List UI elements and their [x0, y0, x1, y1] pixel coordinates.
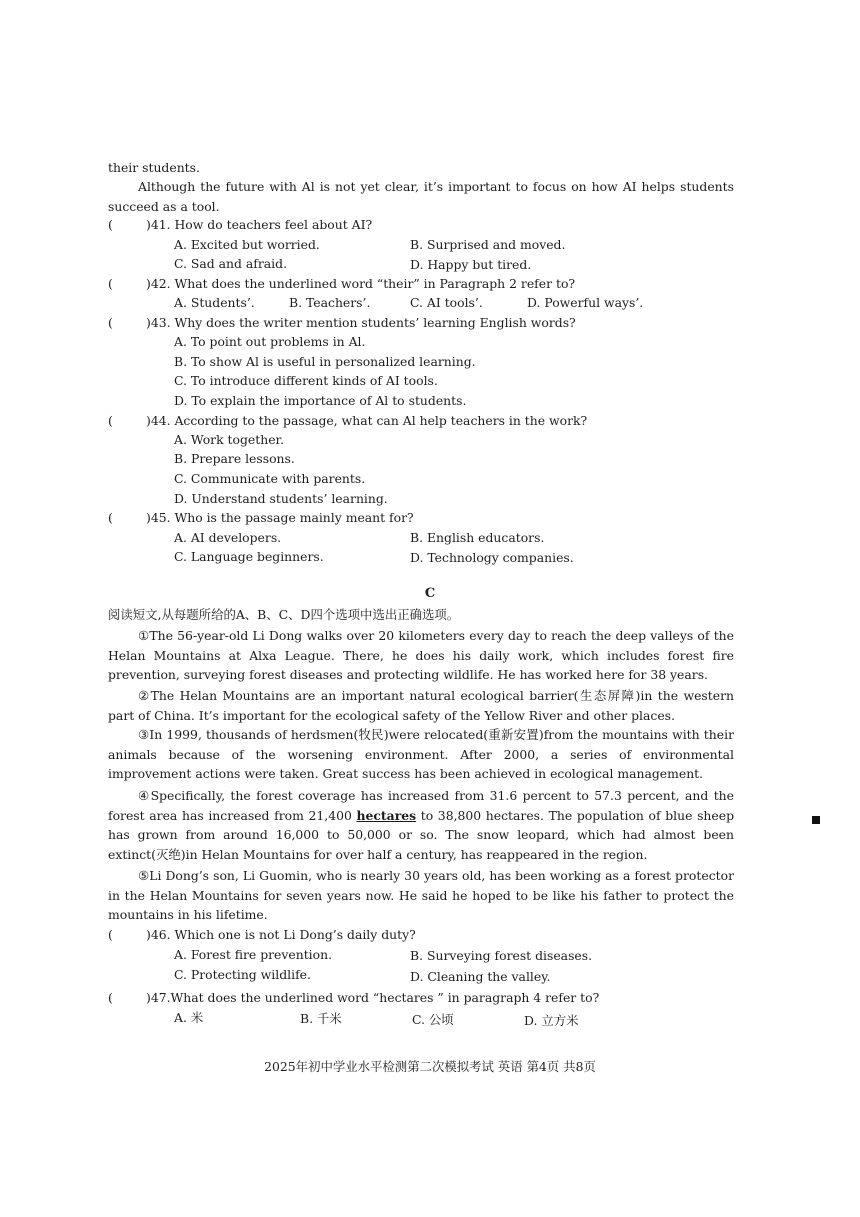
paragraph-4-text: ④Specifically, the forest coverage has increased from 31.6 percent to 57.3 percent, and the forest area has increased from 21,400	[108, 788, 734, 823]
question-stem: )45. Who is the passage mainly meant for?	[146, 510, 414, 525]
option-c[interactable]: C. Protecting wildlife.	[174, 967, 311, 982]
paragraph-2: ②The Helan Mountains are an important natural ecological barrier(生态屏障)in the western part of China. It’s important for the ecological safety of the Yellow River and other places.	[108, 688, 734, 723]
option-d[interactable]: D. Powerful ways’.	[527, 295, 644, 310]
question-42	[108, 274, 738, 293]
paragraph-4	[108, 786, 734, 864]
option-d[interactable]: D. Cleaning the valley.	[410, 969, 551, 984]
answer-blank[interactable]: (	[108, 927, 113, 942]
passage-end-paragraph: Although the future with Al is not yet clear, it’s important to focus on how AI helps students succeed as a tool.	[108, 179, 734, 214]
question-43	[108, 313, 738, 332]
option-b[interactable]: B. Prepare lessons.	[174, 451, 295, 466]
option-d[interactable]: D. 立方米	[524, 1013, 579, 1028]
option-c[interactable]: C. To introduce different kinds of AI tools.	[174, 373, 438, 388]
option-c[interactable]: C. Language beginners.	[174, 549, 324, 564]
question-46	[108, 925, 738, 944]
underlined-word: hectares	[356, 807, 417, 823]
option-b[interactable]: B. Surprised and moved.	[410, 237, 566, 252]
option-d[interactable]: D. Technology companies.	[410, 550, 574, 565]
option-d[interactable]: D. Understand students’ learning.	[174, 491, 388, 506]
answer-blank[interactable]: (	[108, 276, 113, 291]
option-d[interactable]: D. To explain the importance of Al to students.	[174, 393, 467, 408]
passage-end-line: their students.	[108, 160, 200, 175]
option-b[interactable]: B. English educators.	[410, 530, 545, 545]
question-44	[108, 411, 738, 430]
paragraph-1: ①The 56-year-old Li Dong walks over 20 kilometers every day to reach the deep valleys of the Helan Mountains at Alxa League. There, he does his daily work, which includes forest fire prevention, surveying forest diseases and protecting wildlife. He has worked here for 38 years.	[108, 628, 734, 683]
option-b[interactable]: B. Surveying forest diseases.	[410, 948, 593, 963]
page-footer: 2025年初中学业水平检测第二次模拟考试 英语 第4页 共8页	[264, 1059, 596, 1074]
option-b[interactable]: B. Teachers’.	[289, 295, 371, 310]
question-47	[108, 988, 738, 1007]
option-a[interactable]: A. Work together.	[174, 432, 285, 447]
answer-blank[interactable]: (	[108, 413, 113, 428]
answer-blank[interactable]: (	[108, 315, 113, 330]
option-a[interactable]: A. Excited but worried.	[174, 237, 320, 252]
paragraph-3: ③In 1999, thousands of herdsmen(牧民)were relocated(重新安置)from the mountains with their animals because of the worsening environment. After 2000, a series of environmental improvement actions were taken. Great success has been achieved in ecological management.	[108, 727, 734, 782]
option-a[interactable]: A. 米	[174, 1010, 204, 1025]
section-instruction: 阅读短文,从每题所给的A、B、C、D四个选项中选出正确选项。	[108, 607, 460, 622]
option-c[interactable]: C. AI tools’.	[410, 295, 483, 310]
option-b[interactable]: B. 千米	[300, 1011, 342, 1026]
option-d[interactable]: D. Happy but tired.	[410, 257, 532, 272]
answer-blank[interactable]: (	[108, 217, 113, 232]
question-41	[108, 215, 738, 234]
answer-blank[interactable]: (	[108, 990, 113, 1005]
paragraph-5: ⑤Li Dong’s son, Li Guomin, who is nearly 30 years old, has been working as a forest protector in the Helan Mountains for seven years now. He said he hoped to be like his father to protect the mountains in his lifetime.	[108, 868, 734, 923]
question-stem: )47.What does the underlined word “hectares ” in paragraph 4 refer to?	[146, 990, 600, 1005]
option-a[interactable]: A. AI developers.	[174, 530, 282, 545]
question-stem: )43. Why does the writer mention students’ learning English words?	[146, 315, 576, 330]
question-stem: )42. What does the underlined word “their” in Paragraph 2 refer to?	[146, 276, 576, 291]
paragraph-4-text: to 38,800 hectares. The population of blue sheep has grown from around 16,000 to 50,000 or so. The snow leopard, which had almost been extinct(灭绝)in Helan Mountains for over half a century, has reappeared in the region.	[108, 807, 735, 862]
answer-blank[interactable]: (	[108, 510, 113, 525]
section-letter: C	[424, 586, 436, 601]
question-stem: )44. According to the passage, what can Al help teachers in the work?	[146, 413, 588, 428]
option-b[interactable]: B. To show Al is useful in personalized learning.	[174, 354, 476, 369]
question-stem: )46. Which one is not Li Dong’s daily duty?	[146, 927, 416, 942]
question-stem: )41. How do teachers feel about AI?	[146, 217, 373, 232]
option-c[interactable]: C. 公顷	[412, 1012, 454, 1027]
option-c[interactable]: C. Sad and afraid.	[174, 256, 288, 271]
square-bullet-icon	[812, 816, 820, 824]
question-45	[108, 508, 738, 527]
option-c[interactable]: C. Communicate with parents.	[174, 471, 366, 486]
option-a[interactable]: A. To point out problems in Al.	[174, 334, 366, 349]
option-a[interactable]: A. Forest fire prevention.	[174, 947, 333, 962]
option-a[interactable]: A. Students’.	[174, 295, 255, 310]
